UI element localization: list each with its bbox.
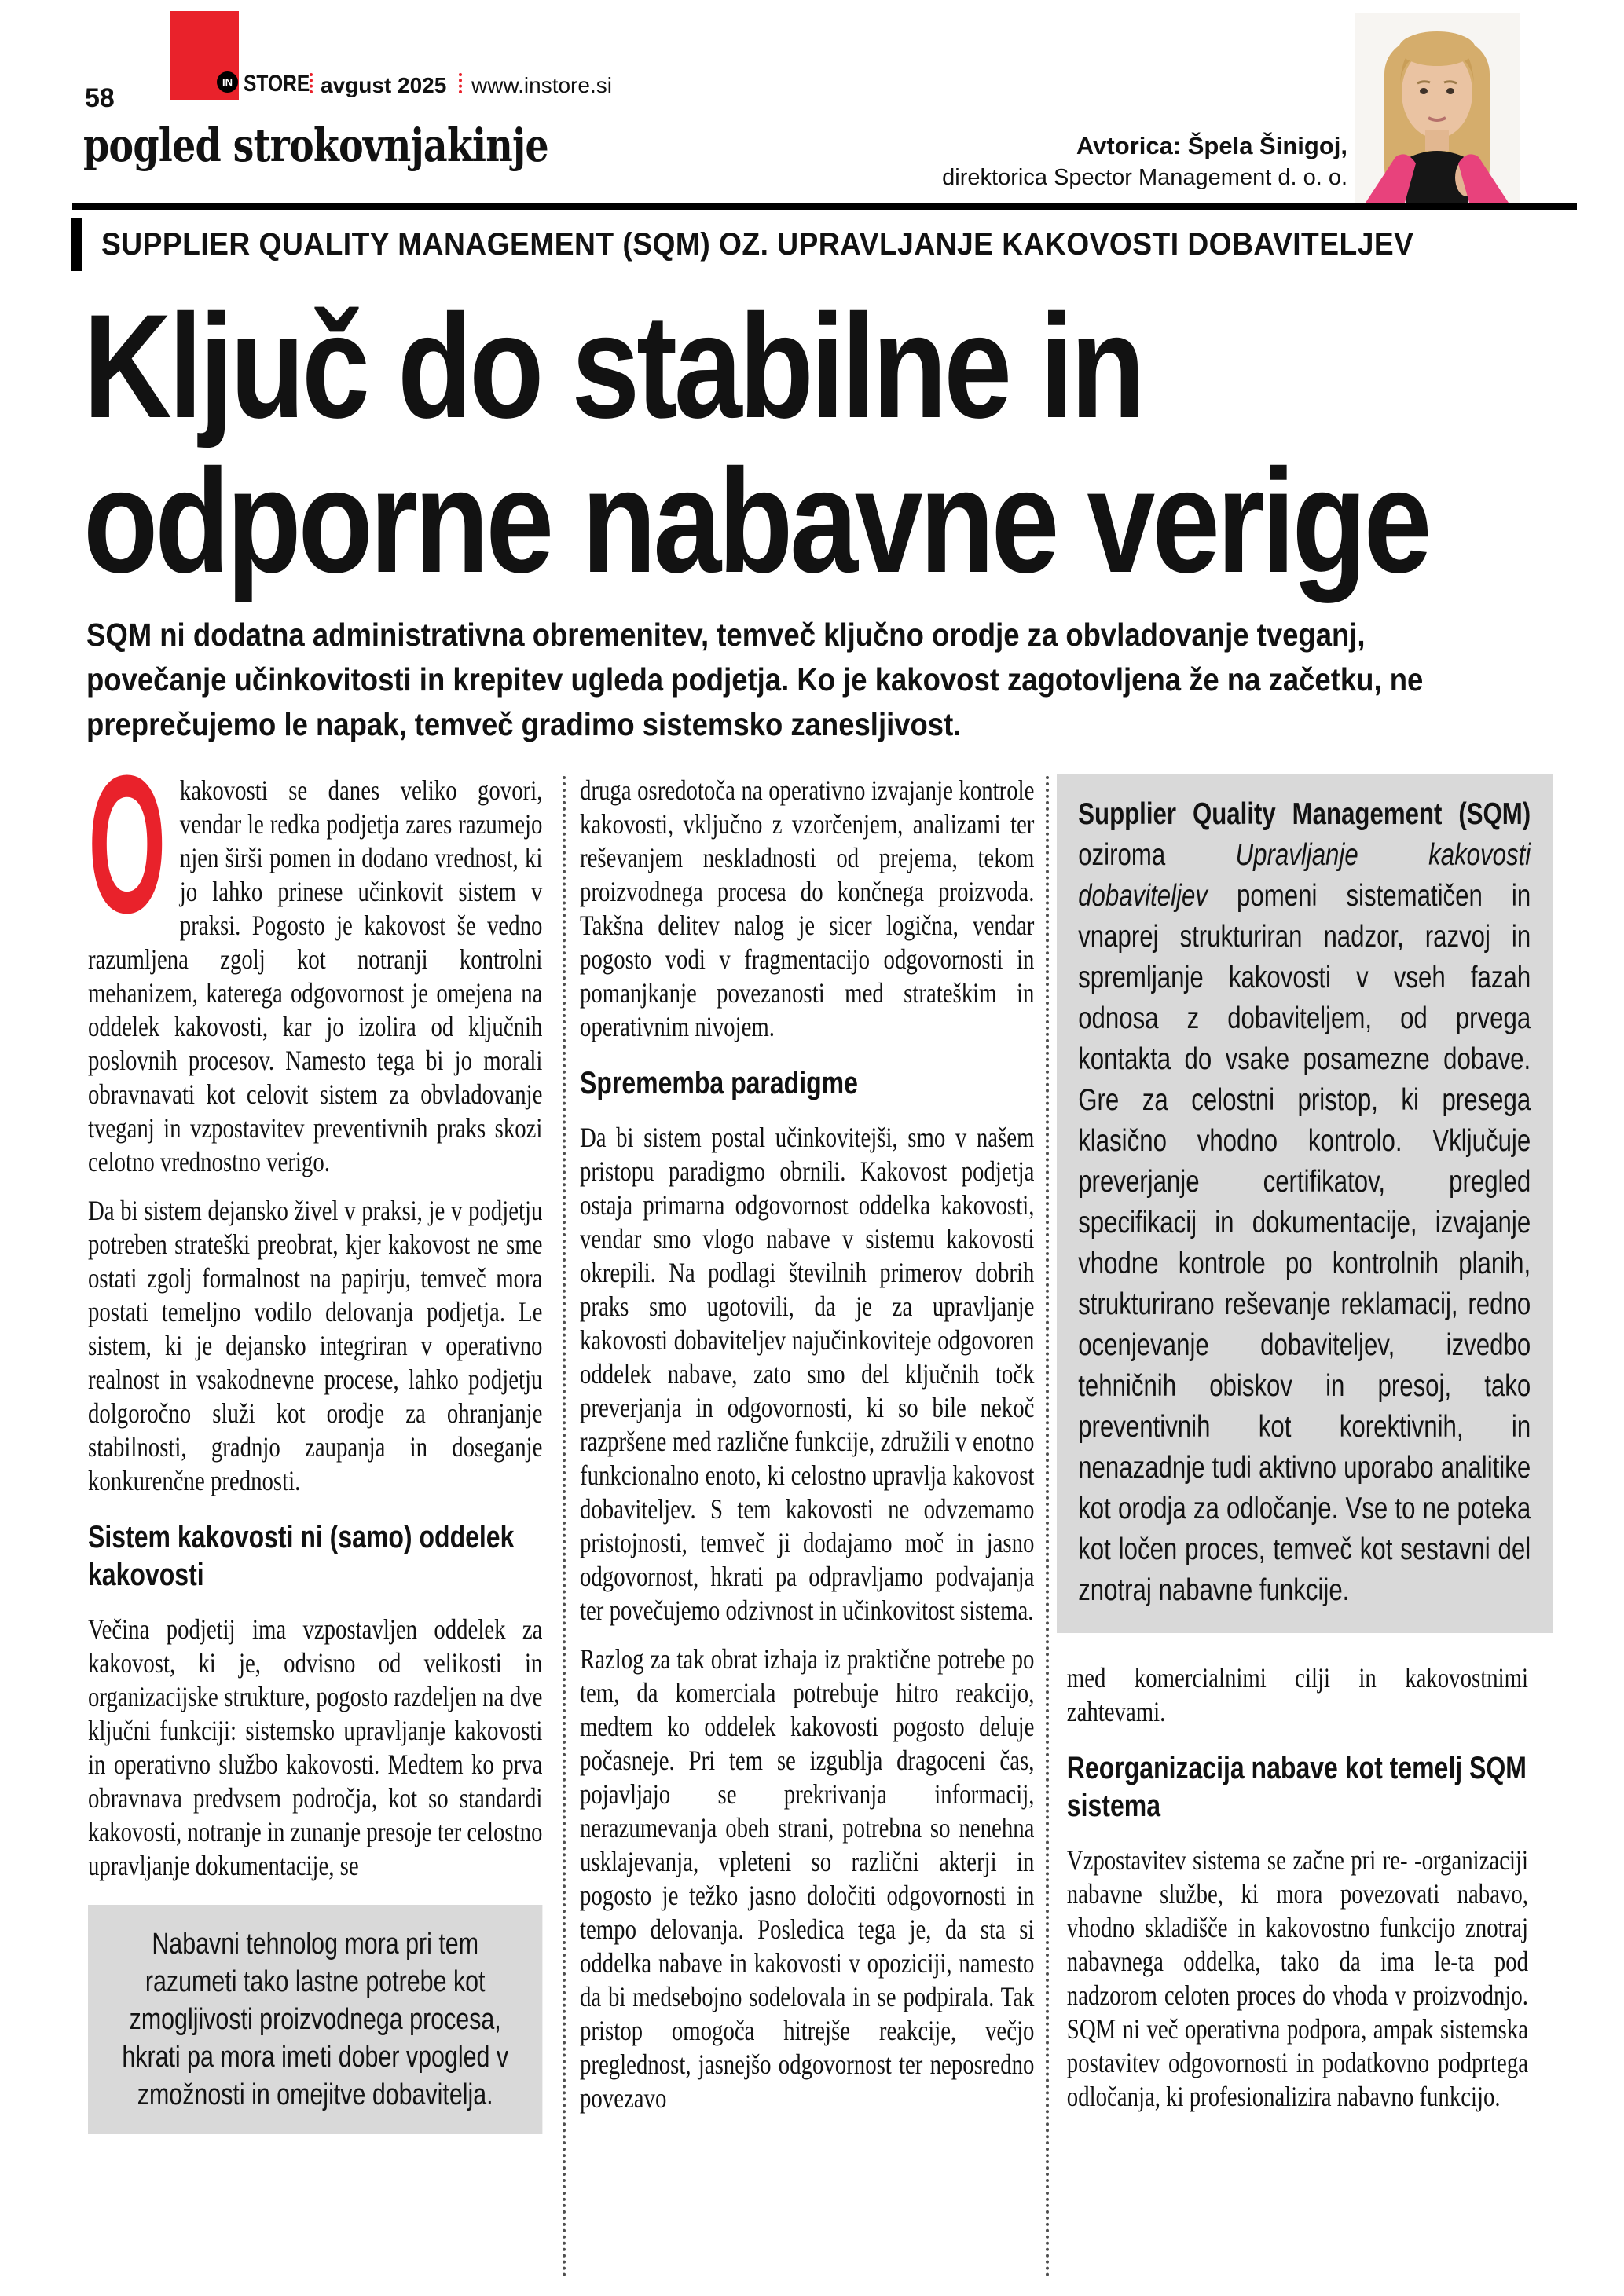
column-2 — [580, 774, 1034, 2130]
column-divider-dotted — [563, 776, 566, 2278]
author-name: Avtorica: Špela Šinigoj, — [1076, 132, 1347, 159]
body-paragraph — [88, 734, 543, 1179]
article-title — [83, 284, 1429, 603]
header-dotted-separator — [459, 73, 462, 93]
sqm-definition-box — [1057, 774, 1553, 1633]
body-paragraph: Da bi sistem postal učinkovitejši, smo v našem pristopu paradigmo obrnili. Kakovost podjetja ostaja primarna odgovornost oddelka kakovosti, vendar smo vlogo nabave v sistemu kakovosti okrepili. Na podlagi številnih primerov dobrih praks smo ugotovili, da je za upravljanje kakovosti dobaviteljev najučinkoviteje odgovoren oddelek nabave, zato smo del ključnih točk preverjanja in odgovornosti, ki so bile nekoč razpršene med različne funkcije, združili v enotno funkcionalno enoto, ki celostno upravlja kakovost dobaviteljev. S tem kakovosti ne odvzemamo pristojnosti, temveč ji dodajamo moč in jasno odgovornost, hkrati pa odpravljamo podvajanja ter povečujemo odzivnost in učinkovitost sistema. — [580, 1122, 1035, 1626]
section-title: pogled strokovnjakinje — [83, 119, 548, 172]
body-paragraph: druga osredotoča na operativno izvajanje kontrole kakovosti, vključno z vzorčenjem, analizami ter reševanjem neskladnosti od prejema, tekom proizvodnega procesa do končnega proizvoda. Takšna delitev nalog je sicer logična, vendar pogosto vodi v fragmentacijo odgovornosti in pomanjkanje povezanosti med strateškim in operativnim nivojem. — [580, 774, 1035, 1042]
paragraph-text: kakovosti se danes veliko govori, vendar le redka podjetja zares razumejo njen širši pomen in dodano vrednost, ki jo lahko prinese učinkovit sistem v praksi. Pogosto je kakovost še vedno razumljena zgolj kot notranji kontrolni mehanizem, katerega odgovornost je omejena na oddelek kakovosti, kar jo izolira od ključnih poslovnih procesov. Namesto tega bi jo morali obravnavati kot celovit sistem za obvladovanje tveganj in vzpostavitev preventivnih praks skozi celotno vrednostno verigo. — [88, 774, 543, 1177]
neck — [1425, 130, 1449, 151]
instore-logo-store-label: STORE — [244, 71, 310, 97]
article-lead: SQM ni dodatna administrativna obremenitev, temveč ključno orodje za obvladovanje tveganj, povečanje učinkovitosti in krepitev ugleda podjetja. Ko je kakovost zagotovljena že na začetku, ne preprečujemo le napak, temveč gradimo sistemsko zanesljivost. — [86, 617, 1424, 742]
article-kicker: SUPPLIER QUALITY MANAGEMENT (SQM) OZ. UPRAVLJANJE KAKOVOSTI DOBAVITELJEV — [101, 227, 1414, 262]
body-paragraph: med komercialnimi cilji in kakovostnimi zahtevami. — [1066, 1662, 1528, 1727]
column-3 — [1057, 774, 1553, 2129]
instore-logo-in-icon: IN — [217, 71, 238, 93]
hair-top — [1399, 31, 1476, 66]
header-dotted-separator — [310, 73, 313, 93]
sqm-box-bold-text: Supplier Quality Management (SQM) — [1078, 797, 1531, 831]
body-paragraph: Da bi sistem dejansko živel v praksi, je v podjetju potreben strateški preobrat, kjer kakovost ne sme ostati zgolj formalnost na papirju, temveč mora postati temeljno vodilo delovanja podjetja. Le sistem, ki je dejansko integriran v operativno realnost in vsakodnevne procese, lahko podjetju dolgoročno služi kot orodje za ohranjanje stabilnosti, gradnjo zaupanja in doseganje konkurenčne prednosti. — [88, 1195, 543, 1496]
left-eye — [1420, 88, 1428, 94]
article-title-line2: odporne nabavne verige — [83, 438, 1429, 603]
column-1 — [88, 734, 543, 2134]
subheading-sistem-kakovosti: Sistem kakovosti ni (samo) oddelek kakovosti — [88, 1520, 515, 1592]
body-paragraph: Vzpostavitev sistema se začne pri re- -organizaciji nabavne službe, ki mora povezovati nabavo, vhodno skladišče in kakovostno funkcijo znotraj nabavnega oddelka, tako da ima le-ta pod nadzorom celoten proces do vhoda v proizvodnjo. SQM ni več operativna podpora, ampak sistemska postavitev odgovornosti in podatkovno podprtega odločanja, ki profesionalizira nabavno funkcijo. — [1066, 1844, 1528, 2112]
body-paragraph: Večina podjetij ima vzpostavljen oddelek za kakovost, ki je, odvisno od velikosti in organizacijske strukture, pogosto razdeljen na dve ključni funkciji: sistemsko upravljanje kakovosti in operativno službo kakovosti. Medtem ko prva obravnava predvsem področja, kot so standardi kakovosti, notranje in zunanje presoje ter celostno upravljanje dokumentacije, se — [88, 1613, 543, 1881]
drop-cap: O — [88, 734, 167, 954]
subheading-reorganizacija-nabave: Reorganizacija nabave kot temelj SQM sistema — [1066, 1751, 1527, 1823]
article-title-line1: Ključ do stabilne in — [83, 284, 1142, 449]
issue-date: avgust 2025 — [321, 73, 447, 97]
pull-quote-box: Nabavni tehnolog mora pri tem razumeti tako lastne potrebe kot zmogljivosti proizvodnega procesa, hkrati pa mora imeti dober vpogled v zmožnosti in omejitve dobavitelja. — [88, 1905, 542, 2134]
website-link[interactable]: www.instore.si — [471, 73, 612, 97]
page-number: 58 — [85, 83, 115, 113]
sqm-box-italic-text: Upravljanje kakovosti dobaviteljev — [1078, 838, 1531, 913]
kicker-bar — [71, 218, 82, 271]
subheading-sprememba-paradigme: Sprememba paradigme — [580, 1066, 858, 1100]
author-photo — [1355, 13, 1520, 203]
sqm-box-text: oziroma — [1078, 838, 1236, 872]
sqm-box-text: pomeni sistematičen in vnaprej strukturiran nadzor, razvoj in spremljanje kakovosti v vseh fazah odnosa z dobaviteljem, od prvega kontakta do vsake posamezne dobave. Gre za celostni pristop, ki presega klasično vhodno kontrolo. Vključuje preverjanje certifikatov, pregled specifikacij in dokumentacije, izvajanje vhodne kontrole po kontrolnih planih, strukturirano reševanje reklamacij, redno ocenjevanje dobaviteljev, izvedbo tehničnih obiskov in presoj, tako preventivnih kot korektivnih, in nenazadnje tudi aktivno uporabo analitike kot orodja za odločanje. Vse to ne poteka kot ločen proces, temveč kot sestavni del znotraj nabavne funkcije. — [1078, 879, 1531, 1607]
header-rule — [72, 203, 1577, 210]
column-divider-dotted — [1046, 776, 1049, 2278]
author-role: direktorica Spector Management d. o. o. — [942, 165, 1347, 190]
right-eye — [1446, 88, 1454, 94]
body-paragraph: Razlog za tak obrat izhaja iz praktične potrebe po tem, da komerciala potrebuje hitro reakcijo, medtem ko oddelek kakovosti pogosto deluje počasneje. Pri tem se izgublja dragoceni čas, pojavljajo se prekrivanja informacij, nerazumevanja obeh strani, potrebna so nenehna usklajevanja, vpleteni so različni akterji in pogosto je težko jasno določiti odgovornosti in tempo delovanja. Posledica tega je, da sta si oddelka nabave in kakovosti v opoziciji, namesto da bi medsebojno sodelovala in se podpirala. Tak pristop omogoča hitrejše reakcije, večjo preglednost, jasnejšo odgovornost ter neposredno povezavo — [580, 1643, 1035, 2114]
